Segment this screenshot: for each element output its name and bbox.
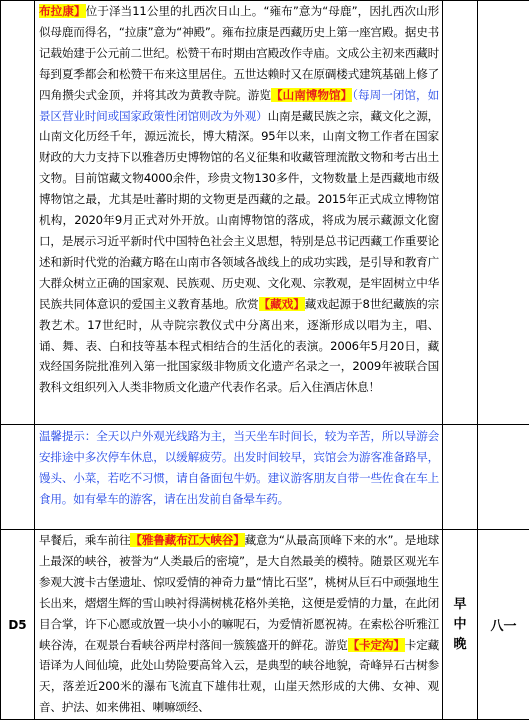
meal-label [443, 530, 478, 720]
description-cell [35, 530, 443, 720]
day-cell [1, 1, 35, 425]
hotel-cell [478, 1, 529, 425]
text-segment-plain: 藏意为“从最高顶峰下来的水”。是地球上最深的峡谷，被誉为“人类最后的密境”，是大自然最美的模特。随景区观光车参观大渡卡古堡遗址、惊叹爱情的神奇力量“情比石坚”，桃树从巨石中顽强地生长出来，熠熠生辉的雪山映衬得满树桃花格外美艳，这便是爱情的力量，在此闭目合掌，许下心愿或放置一块小小的嘛呢石，为爱情祈愿祝祷。在索松谷听雅江峡谷涛，在观景台看峡谷两岸村落间一簇簇盛开的鲜花。游览 [39, 533, 439, 652]
meal-text: 早 中 晚 [453, 596, 467, 652]
tips-row [1, 425, 529, 530]
hotel-label: 八一 [478, 530, 529, 720]
itinerary-row-d5 [1, 530, 529, 720]
text-segment-blue: （每周一闭馆，如景区营业时间或国家政策性闭馆则改为外观） [39, 87, 439, 123]
hotel-cell-empty [478, 425, 529, 530]
warm-tips-text [35, 425, 442, 510]
text-segment-red-hl: 【藏戏】 [258, 296, 305, 311]
text-segment-plain: 早餐后，乘车前往 [39, 533, 131, 547]
text-segment-plain: 山南是藏民族之宗，藏文化之源，山南文化历经千年，源远流长，博大精深。95年以来，山南文物工作者在国家财政的大力支持下以雅砻历史博物馆的名义征集和收藏管理流散文物和考古出土文物。目前馆藏文物4000余件，珍贵文物130多件，文物数量上是西藏地市级博物馆之最，尤其是吐蕃时期的文物更是西藏的之最。2015年正式成立博物馆机构，2020年9月正式对外开放。山南博物馆的落成，将成为展示藏源文化窗口，是展示习近平新时代中国特色社会主义思想，特别是总书记西藏工作重要论述和新时代党的治藏方略在山南市各领域各战线上的成功实践，是引导和教育广大群众树立正确的国家观、民族观、历史观、文化观、宗教观，是牢固树立中华民族共同体意识的爱国主义教育基地。欣赏 [39, 108, 439, 311]
text-segment-plain: 位于泽当11公里的扎西次日山上。“雍布”意为“母鹿”，因扎西次山形似母鹿而得名，“拉康”意为“神殿”。雍布拉康是西藏历史上第一座宫殿。据史书记载始建于公元前二世纪。松赞干布时期由宫殿改作寺庙。文成公主初来西藏时每到夏季都会和松赞干布来这里居住。五世达赖时又在原碉楼式建筑基础上修了四角攒尖式金顶，并将其改为黄教寺院。游览 [39, 4, 439, 102]
meal-cell [443, 1, 478, 425]
text-segment-red-hl: 【雅鲁藏布江大峡谷】 [130, 533, 245, 547]
meal-cell-empty [443, 425, 478, 530]
day-cell-empty [1, 425, 35, 530]
text-segment-plain: 藏戏起源于8世纪藏族的宗教艺术。17世纪时，从寺院宗教仪式中分离出来，逐渐形成以唱为主，唱、诵、舞、表、白和技等基本程式相结合的生活化的表演。2006年5月20日，藏戏经国务院批准列入第一批国家级非物质文化遗产名录之一，2009年被联合国教科文组织列入人类非物质文化遗产代表作名录。后入住酒店休息！ [39, 296, 440, 395]
tips-cell [35, 425, 443, 530]
itinerary-row-d4 [1, 1, 529, 425]
text-segment-red-hl: 布拉康】 [39, 4, 86, 18]
text-segment-red-hl: 【卡定沟】 [347, 637, 405, 652]
text-segment-red-hl: 【山南博物馆】 [271, 87, 353, 102]
day-label: D5 [1, 530, 35, 720]
text-segment-plain: 卡定藏语译为人间仙境，此处山势险要高耸入云，是典型的峡谷地貌，奇峰异石古树参天，落差近200米的瀑布飞流直下雄伟壮观，山崖天然形成的大佛、女神、观音、护法、如来佛祖、喇嘛颂经、 [39, 637, 439, 715]
description-cell [35, 1, 443, 425]
row-d5-text [35, 530, 442, 719]
row-d4-text [35, 1, 442, 398]
text-segment-tip: 温馨提示：全天以户外观光线路为主，当天坐车时间长，较为辛苦，所以导游会安排途中多次停车休息，以缓解疲劳。出发时间较早，宾馆会为游客准备路早，馒头、小菜，若吃不习惯，请自备面包牛奶。建议游客朋友自带一些佐食在车上食用。如有晕车的游客，请在出发前自备晕车药。 [39, 429, 439, 506]
